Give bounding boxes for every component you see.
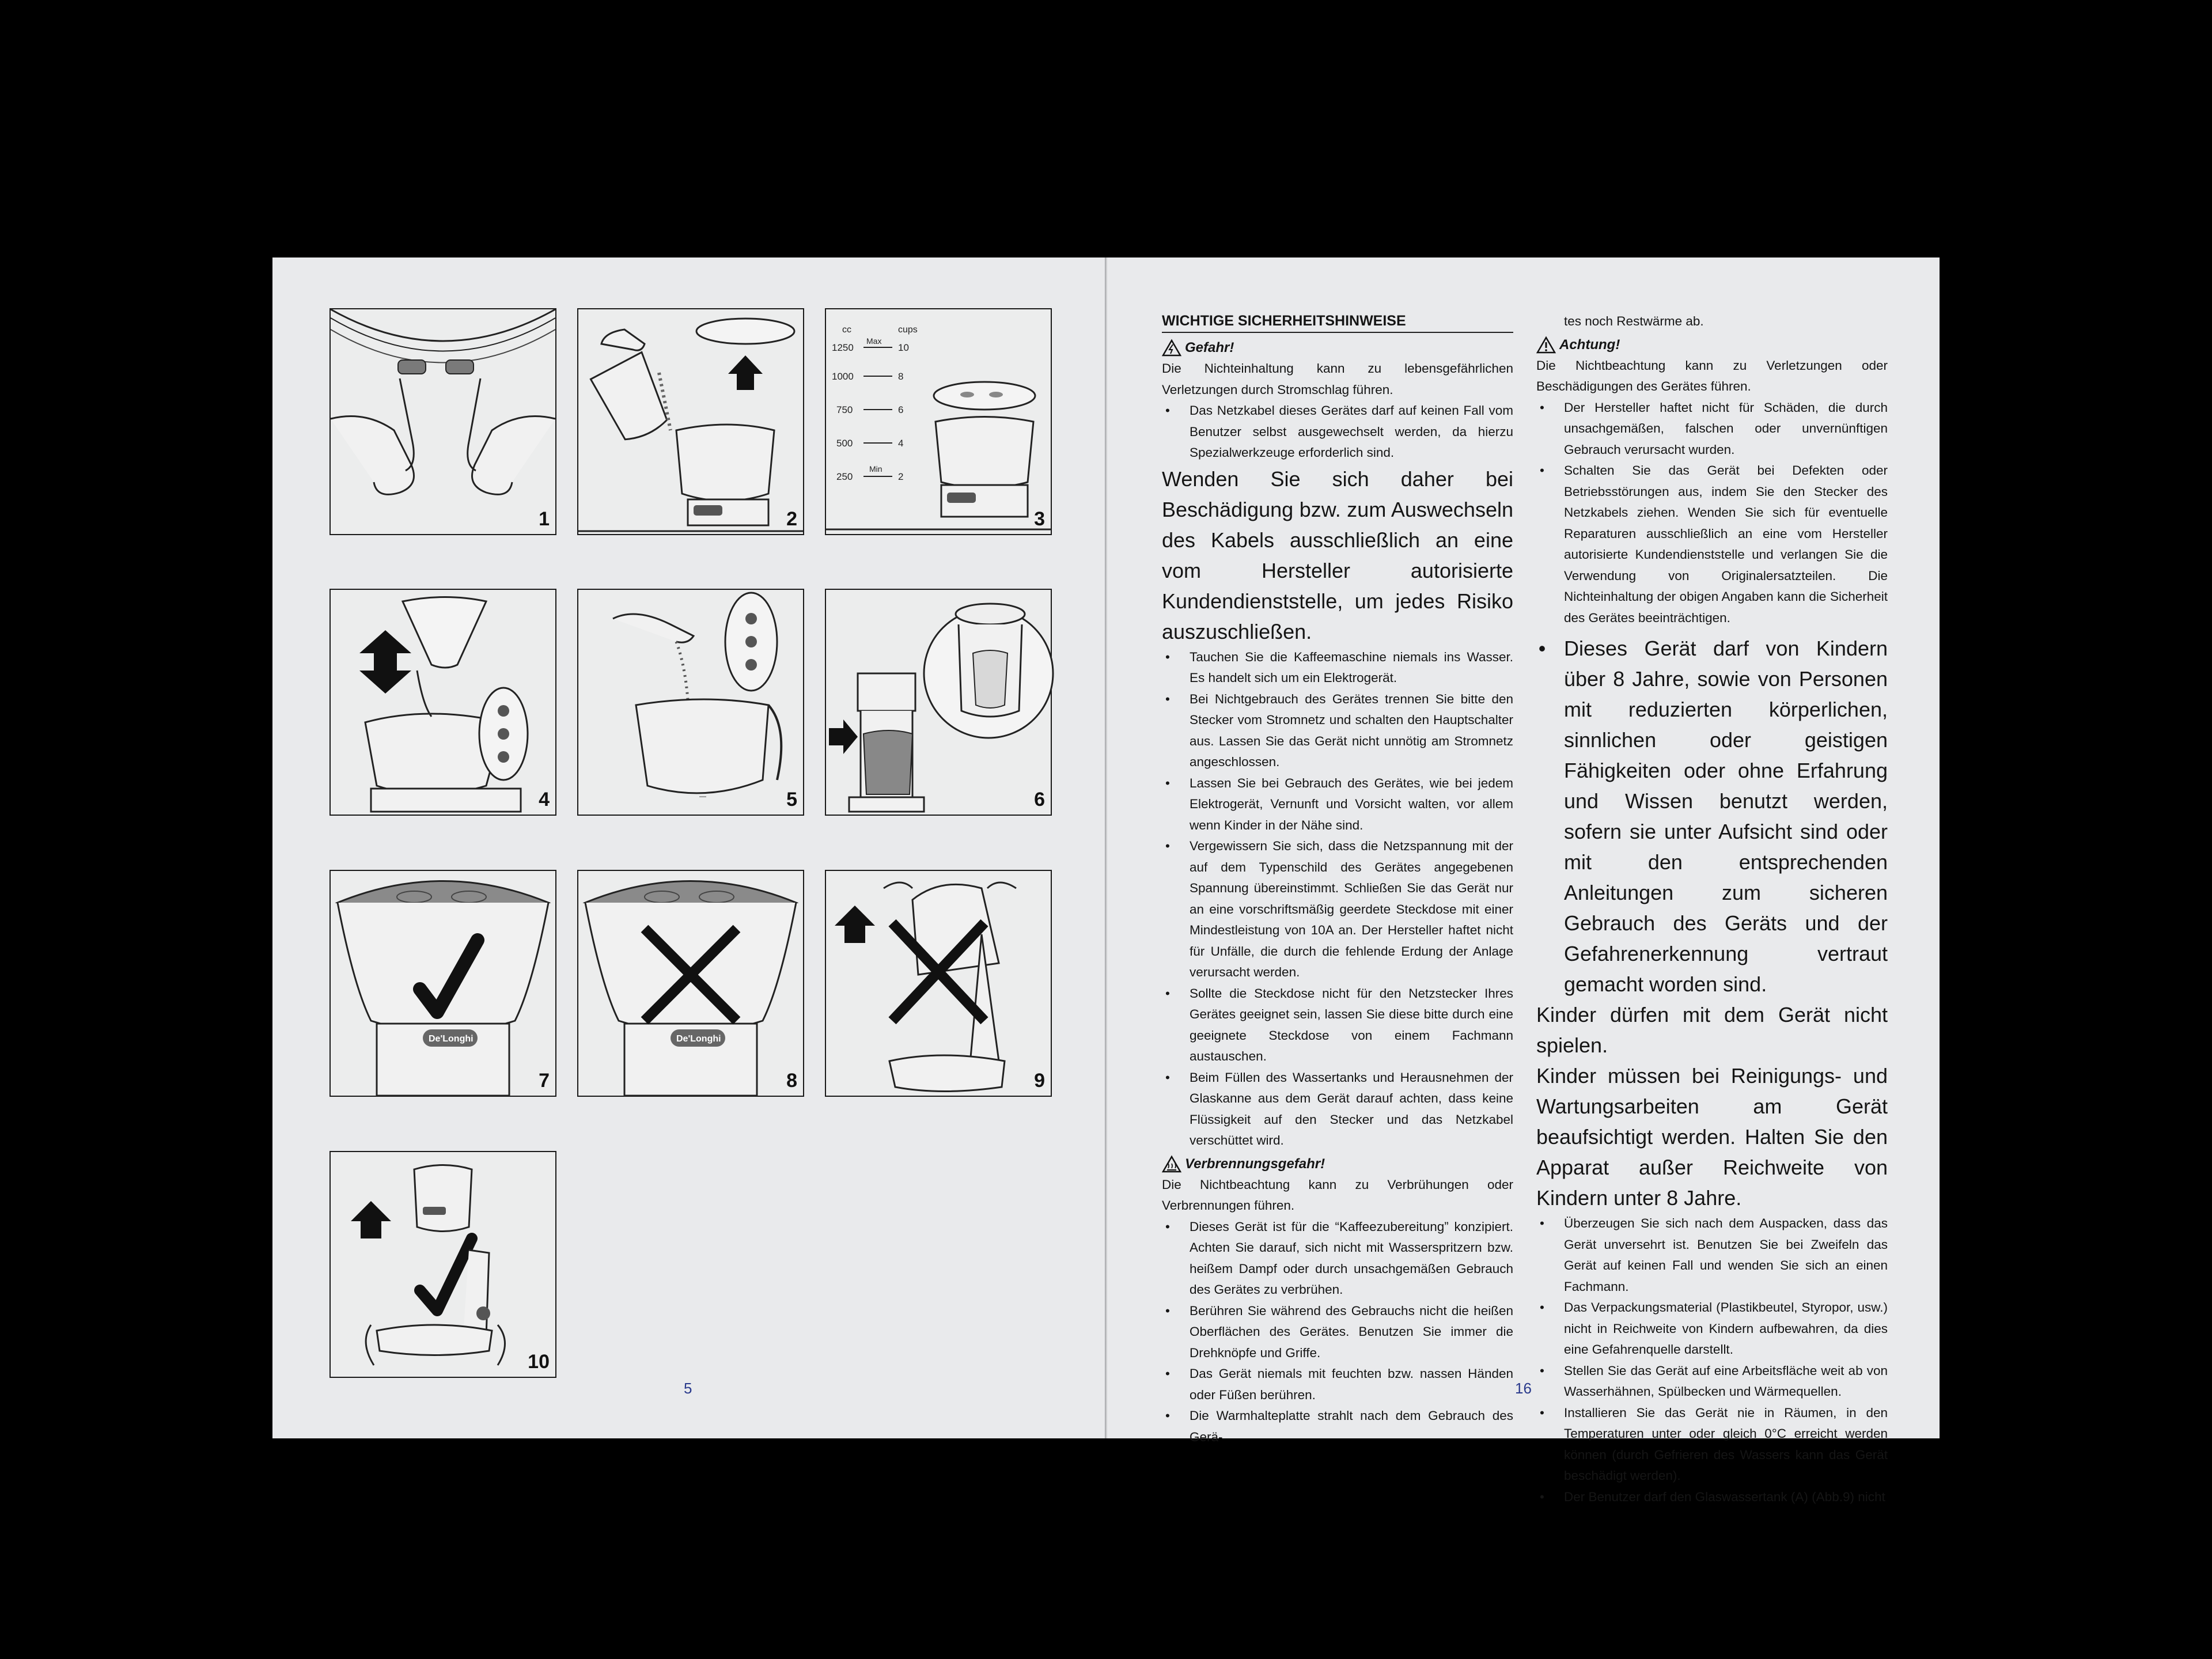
page-number-right: 16	[1515, 1380, 1532, 1397]
gefahr-intro: Die Nichteinhaltung kann zu lebensgefährlichen Verletzungen durch Stromschlag führen.	[1162, 361, 1513, 397]
list-item: • Das Verpackungsmaterial (Plastikbeutel, Styropor, usw.) nicht in Reichweite von Kindern aufbewahren, da dies eine Gefahrenquelle darstellt.	[1564, 1297, 1888, 1361]
svg-text:—: —	[699, 792, 706, 800]
warning-exclamation-icon	[1536, 336, 1556, 354]
list-item: • Die Warmhalteplatte strahlt nach dem Gebrauch des Gerä-	[1190, 1406, 1513, 1448]
burn-list	[1162, 1217, 1513, 1448]
burn-warning-title	[1162, 1154, 1513, 1175]
achtung-title-text: Achtung!	[1559, 336, 1620, 353]
scale-cc-header: cc	[842, 325, 851, 335]
scale-cups-header: cups	[898, 325, 918, 335]
achtung-warning-title	[1536, 335, 1888, 355]
continuation-text: tes noch Restwärme ab.	[1564, 314, 1704, 328]
figure-9	[825, 870, 1052, 1097]
gefahr-list-b	[1162, 647, 1513, 1152]
scale-cups-6: 6	[898, 404, 904, 415]
brand-logo-text: De'Longhi	[676, 1034, 721, 1044]
fig3-illustration	[826, 309, 1051, 534]
figure-number: 6	[1034, 789, 1045, 810]
fig8-illustration	[578, 871, 803, 1096]
section-heading: WICHTIGE SICHERHEITSHINWEISE	[1162, 311, 1513, 333]
figure-number: 9	[1034, 1070, 1045, 1092]
list-item: • Das Netzkabel dieses Gerätes darf auf keinen Fall vom Benutzer selbst ausgewechselt werden, da hierzu Spezialwerkzeuge erforderlich sind.	[1190, 400, 1513, 464]
figure-number: 5	[786, 789, 797, 810]
figure-3	[825, 308, 1052, 535]
list-item: • Tauchen Sie die Kaffeemaschine niemals ins Wasser. Es handelt sich um ein Elektrogerät.	[1190, 647, 1513, 689]
burn-intro: Die Nichtbeachtung kann zu Verbrühungen oder Verbrennungen führen.	[1162, 1177, 1513, 1213]
scale-cc-250: 250	[836, 471, 853, 482]
burn-title-text: Verbrennungsgefahr!	[1185, 1156, 1325, 1172]
list-item: • Der Benutzer darf den Glaswassertank (A) (Abb.9) nicht	[1564, 1487, 1888, 1508]
warning-electric-icon	[1162, 339, 1181, 357]
fig6-illustration	[826, 590, 1051, 815]
list-item: • Installieren Sie das Gerät nie in Räumen, in den Temperaturen unter oder gleich 0°C erreicht werden können (durch Gefrieren des Wassers kann das Gerät beschädigt werden).	[1564, 1403, 1888, 1487]
scale-cc-500: 500	[836, 438, 853, 449]
fig5-illustration	[578, 590, 803, 815]
page-number-left: 5	[684, 1380, 692, 1397]
scale-cc-750: 750	[836, 404, 853, 415]
list-item: • Schalten Sie das Gerät bei Defekten oder Betriebsstörungen aus, indem Sie den Stecker des Netzkabels ziehen. Wenden Sie sich für eventuelle Reparaturen ausschließlich an eine vom Hersteller autorisierte Kundendienststelle und verlangen Sie die Verwendung von Originalersatzteilen. Die Nichteinhaltung der obigen Angaben kann die Sicherheit des Gerätes beeinträchtigen.	[1564, 460, 1888, 628]
list-item: • Der Hersteller haftet nicht für Schäden, die durch unsachgemäßen, falschen oder unvernünftigen Gebrauch verursacht wurden.	[1564, 397, 1888, 461]
children-play-warning: Kinder dürfen mit dem Gerät nicht spielen.	[1536, 1003, 1888, 1057]
scale-cups-10: 10	[898, 342, 909, 353]
list-item: • Berühren Sie während des Gebrauchs nicht die heißen Oberflächen des Gerätes. Benutzen Sie immer die Drehknöpfe und Griffe.	[1190, 1301, 1513, 1364]
scale-cups-8: 8	[898, 371, 904, 382]
list-item: • Lassen Sie bei Gebrauch des Gerätes, wie bei jedem Elektrogerät, Vernunft und Vorsicht walten, vor allem wenn Kinder in der Nähe sind.	[1190, 773, 1513, 836]
figure-number: 3	[1034, 508, 1045, 530]
scale-cups-2: 2	[898, 471, 904, 482]
figure-4	[329, 589, 556, 816]
fig4-illustration	[331, 590, 555, 815]
gefahr-title-text: Gefahr!	[1185, 340, 1234, 355]
cable-warning-large: Wenden Sie sich daher bei Beschädigung bzw. zum Auswechseln des Kabels ausschließlich an eine vom Hersteller autorisierte Kundendienststelle, um jedes Risiko auszuschließen.	[1162, 467, 1513, 643]
list-item: • Beim Füllen des Wassertanks und Herausnehmen der Glaskanne aus dem Gerät darauf achten, dass keine Flüssigkeit auf den Stecker und das Netzkabel verschüttet wird.	[1190, 1067, 1513, 1152]
fig10-illustration	[331, 1152, 555, 1377]
achtung-list-a	[1536, 397, 1888, 1000]
scale-max-label: Max	[866, 336, 882, 346]
figure-6	[825, 589, 1052, 816]
figure-number: 7	[539, 1070, 550, 1092]
warning-hot-surface-icon	[1162, 1156, 1181, 1173]
fig9-illustration	[826, 871, 1051, 1096]
achtung-intro: Die Nichtbeachtung kann zu Verletzungen oder Beschädigungen des Gerätes führen.	[1536, 358, 1888, 393]
scale-cc-1250: 1250	[832, 342, 854, 353]
figure-10	[329, 1151, 556, 1378]
figure-1	[329, 308, 556, 535]
list-item: • Sollte die Steckdose nicht für den Netzstecker Ihres Gerätes geeignet sein, lassen Sie diese bitte durch eine geeignete Steckdose von einem Fachmann austauschen.	[1190, 983, 1513, 1067]
gefahr-warning-title	[1162, 338, 1513, 358]
scale-cc-1000: 1000	[832, 371, 854, 382]
children-warning-large: • Dieses Gerät darf von Kindern über 8 Jahre, sowie von Personen mit reduzierten körperlichen, sinnlichen oder geistigen Fähigkeiten oder ohne Erfahrung und Wissen benutzt werden, sofern sie unter Aufsicht sind oder mit den entsprechenden Anleitungen zum sicheren Gebrauch des Geräts und der Gefahrenerkennung vertraut gemacht worden sind.	[1564, 633, 1888, 999]
list-item: • Überzeugen Sie sich nach dem Auspacken, dass das Gerät unversehrt ist. Benutzen Sie bei Zweifeln das Gerät auf keinen Fall und wenden Sie sich an einen Fachmann.	[1564, 1213, 1888, 1297]
list-item: • Stellen Sie das Gerät auf eine Arbeitsfläche weit ab von Wasserhähnen, Spülbecken und Wärmequellen.	[1564, 1361, 1888, 1403]
figure-5	[577, 589, 804, 816]
left-page	[272, 257, 1106, 1438]
children-cleaning-warning: Kinder müssen bei Reinigungs- und Wartungsarbeiten am Gerät beaufsichtigt werden. Halten Sie den Apparat außer Reichweite von Kindern unter 8 Jahre.	[1536, 1064, 1888, 1210]
text-column-2	[1536, 311, 1888, 1508]
figure-2	[577, 308, 804, 535]
list-item: • Vergewissern Sie sich, dass die Netzspannung mit der auf dem Typenschild des Gerätes angegebenen Spannung übereinstimmt. Schließen Sie das Gerät nur an eine vorschriftsmäßig geerdete Steckdose mit einer Mindestleistung von 10A an. Der Hersteller haftet nicht für Unfälle, die durch die fehlende Erdung der Anlage verursacht werden.	[1190, 836, 1513, 983]
brand-logo-text: De'Longhi	[429, 1034, 474, 1044]
figure-number: 8	[786, 1070, 797, 1092]
figure-number: 4	[539, 789, 550, 810]
fig7-illustration	[331, 871, 555, 1096]
right-page	[1107, 257, 1940, 1504]
gefahr-list-a	[1162, 400, 1513, 464]
achtung-list-b	[1536, 1213, 1888, 1508]
scale-cups-4: 4	[898, 438, 904, 449]
figure-number: 10	[528, 1351, 550, 1373]
figure-7	[329, 870, 556, 1097]
fig2-illustration	[578, 309, 803, 534]
text-column-1	[1162, 311, 1513, 1448]
list-item: • Das Gerät niemals mit feuchten bzw. nassen Händen oder Füßen berühren.	[1190, 1363, 1513, 1406]
figure-number: 1	[539, 508, 550, 530]
list-item: • Bei Nichtgebrauch des Gerätes trennen Sie bitte den Stecker vom Stromnetz und schalten den Hauptschalter aus. Lassen Sie das Gerät nicht unnötig am Stromnetz angeschlossen.	[1190, 689, 1513, 773]
figure-8	[577, 870, 804, 1097]
figure-number: 2	[786, 508, 797, 530]
scale-min-label: Min	[869, 464, 882, 474]
fig1-illustration	[331, 309, 555, 534]
list-item: • Dieses Gerät ist für die “Kaffeezubereitung” konzipiert. Achten Sie darauf, sich nicht mit Wasserspritzern bzw. heißem Dampf oder durch unsachgemäßen Gebrauch des Gerätes zu verbrühen.	[1190, 1217, 1513, 1301]
